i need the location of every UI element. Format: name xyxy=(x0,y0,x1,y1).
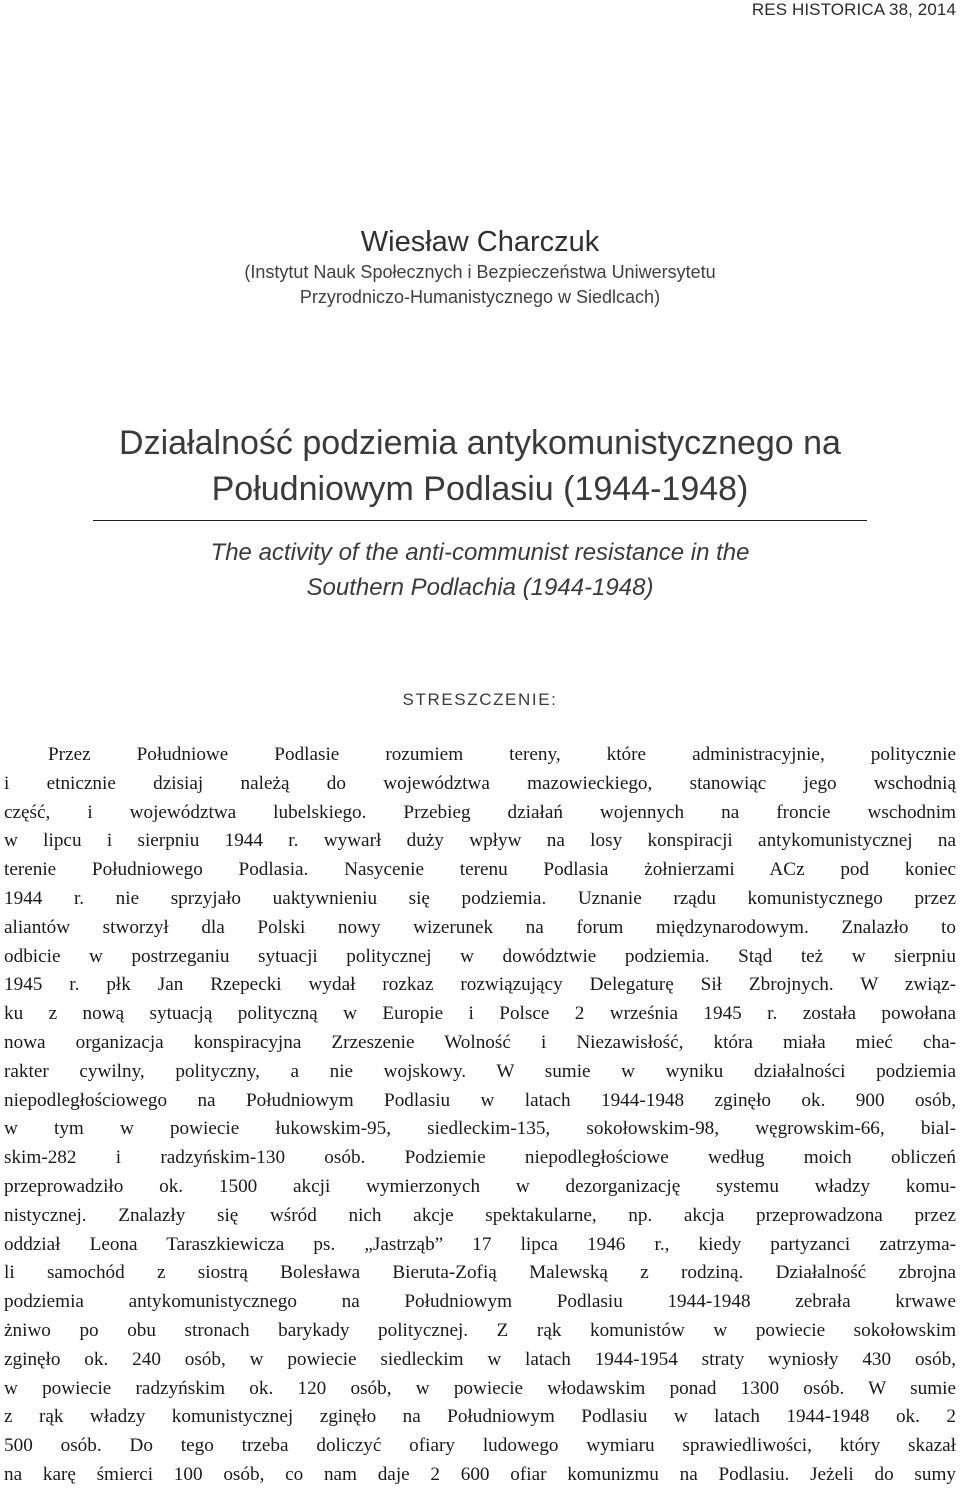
abstract-line: nowa organizacja konspiracyjna Zrzeszenie Wolność i Niezawisłość, która miała mieć cha- xyxy=(4,1031,956,1053)
author-block xyxy=(0,224,960,310)
abstract-line: przeprowadziło ok. 1500 akcji wymierzonych w dezorganizację systemu władzy komu- xyxy=(4,1175,956,1197)
abstract-line: na karę śmierci 100 osób, co nam daje 2 600 ofiar komunizmu na Podlasiu. Jeżeli do sumy xyxy=(4,1463,956,1485)
abstract-line: w tym w powiecie łukowskim-95, siedleckim-135, sokołowskim-98, węgrowskim-66, bial- xyxy=(4,1118,956,1140)
running-header: RES HISTORICA 38, 2014 xyxy=(751,0,956,19)
abstract-line: w powiecie radzyńskim ok. 120 osób, w powiecie włodawskim ponad 1300 osób. W sumie xyxy=(4,1377,956,1399)
abstract-line: żniwo po obu stronach barykady politycznej. Z rąk komunistów w powiecie sokołowskim xyxy=(4,1319,956,1341)
abstract-heading: STRESZCZENIE: xyxy=(402,690,558,709)
affiliation-line-2: Przyrodniczo-Humanistycznego w Siedlcach) xyxy=(299,287,661,307)
abstract-line: rakter cywilny, polityczny, a nie wojskowy. W sumie w wyniku działalności podziemia xyxy=(4,1060,956,1082)
abstract-line: terenie Południowego Podlasia. Nasycenie terenu Podlasia żołnierzami ACz pod koniec xyxy=(4,859,956,881)
subtitle-line-1: The activity of the anti-communist resistance in the xyxy=(210,539,750,566)
abstract-line: 1945 r. płk Jan Rzepecki wydał rozkaz rozwiązujący Delegaturę Sił Zbrojnych. W związ- xyxy=(4,974,956,996)
abstract-line: oddział Leona Taraszkiewicza ps. „Jastrząb” 17 lipca 1946 r., kiedy partyzanci zatrzyma- xyxy=(4,1233,956,1255)
abstract-line: i etnicznie dzisiaj należą do województwa mazowieckiego, stanowiąc jego wschodnią xyxy=(4,772,956,794)
abstract-line: 1944 r. nie sprzyjało uaktywnieniu się podziemia. Uznanie rządu komunistycznego przez xyxy=(4,887,956,909)
abstract-line: Przez Południowe Podlasie rozumiem tereny, które administracyjnie, politycznie xyxy=(48,744,956,765)
article-subtitle xyxy=(0,535,960,605)
abstract-line: niepodległościowego na Południowym Podlasiu w latach 1944-1948 zginęło ok. 900 osób, xyxy=(4,1089,956,1111)
title-line-2: Południowym Podlasiu (1944-1948) xyxy=(211,470,749,508)
abstract-line: odbicie w postrzeganiu sytuacji politycznej w dowództwie podziemia. Stąd też w sierpniu xyxy=(4,945,956,967)
title-line-1: Działalność podziemia antykomunistycznego na xyxy=(119,424,841,462)
article-title xyxy=(0,420,960,512)
abstract-line: nistycznej. Znalazły się wśród nich akcje spektakularne, np. akcja przeprowadzona przez xyxy=(4,1204,956,1226)
author-name: Wiesław Charczuk xyxy=(360,226,600,258)
abstract-line: podziemia antykomunistycznego na Południowym Podlasiu 1944-1948 zebrała krwawe xyxy=(4,1291,956,1313)
affiliation-line-1: (Instytut Nauk Społecznych i Bezpieczeństwa Uniwersytetu xyxy=(244,262,716,282)
title-divider xyxy=(93,520,867,521)
abstract-line: w lipcu i sierpniu 1944 r. wywarł duży wpływ na losy konspiracji antykomunistycznej na xyxy=(4,830,956,852)
abstract-line: zginęło ok. 240 osób, w powiecie siedleckim w latach 1944-1954 straty wyniosły 430 osób, xyxy=(4,1348,956,1370)
abstract-line: część, i województwa lubelskiego. Przebieg działań wojennych na froncie wschodnim xyxy=(4,801,956,823)
subtitle-line-2: Southern Podlachia (1944-1948) xyxy=(306,574,654,601)
abstract-line: li samochód z siostrą Bolesława Bieruta-Zofią Malewską z rodziną. Działalność zbrojna xyxy=(4,1262,956,1284)
abstract-line: skim-282 i radzyńskim-130 osób. Podziemie niepodległościowe według moich obliczeń xyxy=(4,1147,956,1169)
abstract-line: z rąk władzy komunistycznej zginęło na Południowym Podlasiu w latach 1944-1948 ok. 2 xyxy=(4,1406,956,1428)
abstract-line: 500 osób. Do tego trzeba doliczyć ofiary ludowego wymiaru sprawiedliwości, który skazał xyxy=(4,1435,956,1457)
abstract-line: aliantów stworzył dla Polski nowy wizerunek na forum międzynarodowym. Znalazło to xyxy=(4,916,956,938)
abstract-line: ku z nową sytuacją polityczną w Europie i Polsce 2 września 1945 r. została powołana xyxy=(4,1003,956,1025)
abstract-body xyxy=(4,741,956,1490)
